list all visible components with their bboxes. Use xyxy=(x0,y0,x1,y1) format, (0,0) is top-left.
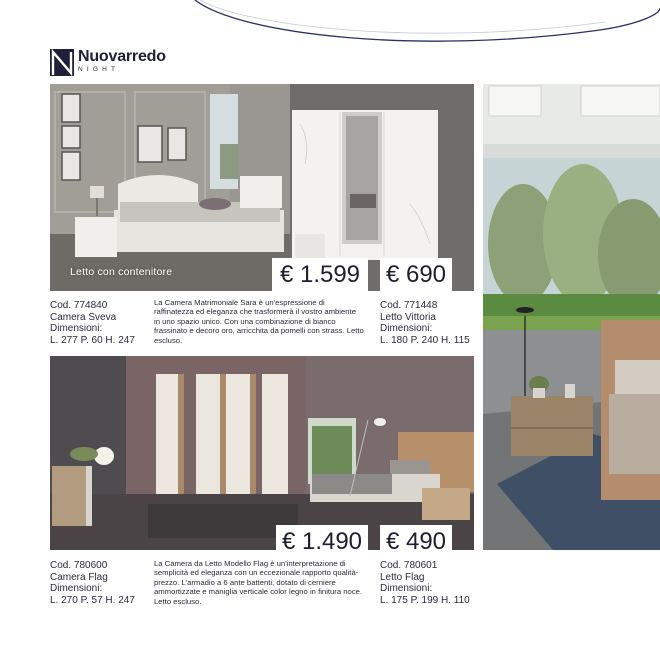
price-camera-flag: € 1.490 xyxy=(276,525,368,559)
price-camera-sveva: € 1.599 xyxy=(272,258,368,292)
price-letto-vittoria: € 690 xyxy=(380,258,452,292)
product-name: Camera Flag xyxy=(50,571,108,583)
product-name: Letto Flag xyxy=(380,571,425,583)
product-code: Cod. 780600 xyxy=(50,560,108,571)
brand-subtitle: NIGHT xyxy=(78,66,120,73)
product-description: La Camera da Letto Modello Flag è un'interpretazione di semplicità ed eleganza con un eccezionale rapporto qualità-prezzo. L'armadio a 6 ante battenti, dotato di cerniere ammortizzate e maniglia verticale color legno in finitura noce. Letto escluso. xyxy=(154,559,363,606)
product-dimensions: L. 180 P. 240 H. 115 xyxy=(380,334,470,346)
product-description: La Camera Matrimoniale Sara è un'espressione di raffinatezza ed eleganza che trasformerà il vostro ambiente in uno spazio unico. Con una combinazione di bianco frassinato e decoro oro, arricchita da pomelli con strass. Letto escluso. xyxy=(154,298,364,345)
dimensions-label: Dimensioni: xyxy=(50,323,103,335)
product-dimensions: L. 277 P. 60 H. 247 xyxy=(50,334,135,346)
product-name: Camera Sveva xyxy=(50,311,117,323)
product-specs-letto-vittoria xyxy=(380,300,480,346)
photo-camera-flag xyxy=(50,356,474,550)
photo-letto-flag xyxy=(483,84,660,550)
product-code: Cod. 774840 xyxy=(50,300,108,311)
product-dimensions: L. 175 P. 199 H. 110 xyxy=(380,594,470,606)
product-specs-camera-flag xyxy=(50,560,146,606)
image-caption: Letto con contenitore xyxy=(70,266,173,278)
product-dimensions: L. 270 P. 57 H. 247 xyxy=(50,594,135,606)
dimensions-label: Dimensioni: xyxy=(380,583,433,595)
product-specs-camera-sveva xyxy=(50,300,146,346)
product-code: Cod. 771448 xyxy=(380,300,438,311)
brand-logo xyxy=(50,49,166,79)
brand-logo-mark xyxy=(50,49,74,76)
product-specs-letto-flag xyxy=(380,560,480,606)
product-name: Letto Vittoria xyxy=(380,311,436,323)
price-letto-flag: € 490 xyxy=(380,525,452,559)
brand-name: Nuovarredo xyxy=(78,48,166,65)
dimensions-label: Dimensioni: xyxy=(380,323,433,335)
product-code: Cod. 780601 xyxy=(380,560,438,571)
dimensions-label: Dimensioni: xyxy=(50,583,103,595)
